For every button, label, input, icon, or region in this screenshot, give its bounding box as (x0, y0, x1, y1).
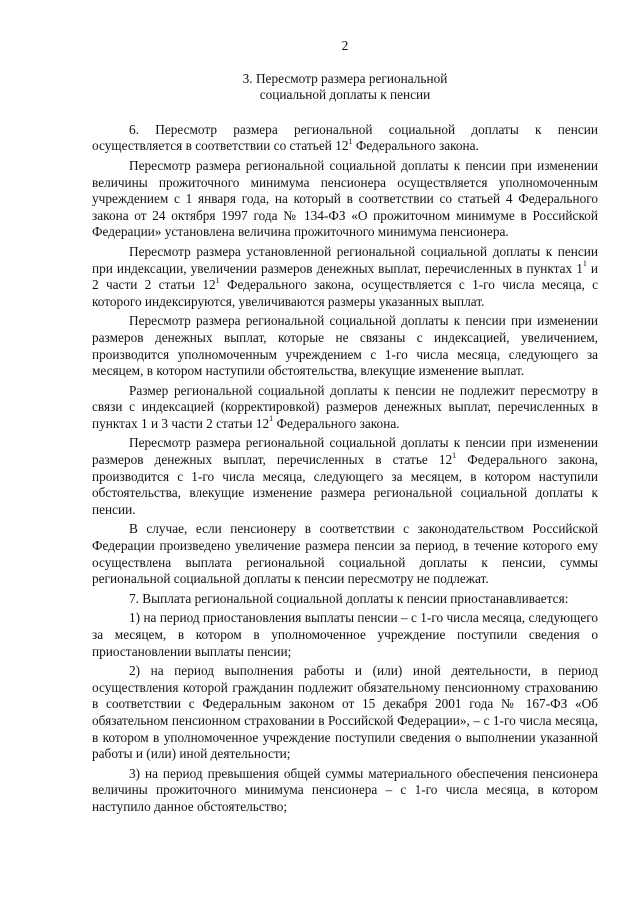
paragraph-10: 2) на период выполнения работы и (или) иной деятельности, в период осуществления которой гражданин подлежит обязательному пенсионному страхованию в соответствии с Федеральным законом от 15 декабря 2001 года № 167-ФЗ «Об обязательном пенсионном страховании в Российской Федерации», – с 1-го числа месяца, в котором в уполномоченное учреждение поступили сведения о выполнении указанной работы и (или) иной деятельности; (92, 663, 598, 762)
paragraph-8: 7. Выплата региональной социальной доплаты к пенсии приостанавливается: (129, 590, 569, 606)
page-number: 2 (341, 38, 349, 53)
paragraph-7: В случае, если пенсионеру в соответствии с законодательством Российской Федерации произведено увеличение размера пенсии за период, в течение которого ему осуществлена выплата региональной социальной доплаты к пенсии, суммы региональной социальной доплаты к пенсии пересмотру не подлежат. (92, 521, 598, 587)
section-title (92, 71, 598, 104)
paragraph-6: Пересмотр размера региональной социальной доплаты к пенсии при изменении размеров денежных выплат, перечисленных в статье $12^1$ Федерального закона, производится с 1-го числа месяца, следующего за месяцем, в котором наступили обстоятельства, влекущие изменение размера региональной социальной доплаты к пенсии. (92, 435, 598, 517)
paragraph-9: 1) на период приостановления выплаты пенсии – с 1-го числа месяца, следующего за месяцем, в котором в уполномоченное учреждение поступили сведения о приостановлении выплаты пенсии; (92, 610, 598, 659)
section-title-line-1: 3. Пересмотр размера региональной (242, 70, 448, 86)
paragraph-2: Пересмотр размера региональной социальной доплаты к пенсии при изменении величины прожиточного минимума пенсионера осуществляется уполномоченным учреждением с 1 января года, на который в соответствии со статьей 4 Федерального закона от 24 октября 1997 года № 134-ФЗ «О прожиточном минимуме в Российской Федерации» установлена величина прожиточного минимума пенсионера. (92, 157, 598, 240)
document-page (92, 38, 598, 819)
paragraph-3: Пересмотр размера установленной региональной социальной доплаты к пенсии при индексации, увеличении размеров денежных выплат, перечисленных в пунктах $1^1$ и 2 части 2 статьи $12^1$ Федерального закона, осуществляется с 1-го числа месяца, с которого индексируются, увеличиваются размеры указанных выплат. (92, 243, 599, 309)
paragraph-5: Размер региональной социальной доплаты к пенсии не подлежит пересмотру в связи с индексацией (корректировкой) размеров денежных выплат, перечисленных в пунктах 1 и 3 части 2 статьи $12^1$ Федерального закона. (92, 382, 598, 431)
paragraph-4: Пересмотр размера региональной социальной доплаты к пенсии при изменении размеров денежных выплат, которые не связаны с индексацией, увеличением, производится уполномоченным учреждением с 1-го числа месяца, следующего за месяцем, в котором наступили обстоятельства, влекущие изменение выплат. (92, 313, 598, 379)
paragraph-1: 6. Пересмотр размера региональной социальной доплаты к пенсии осуществляется в соответствии со статьей $12^1$ Федерального закона. (92, 121, 598, 154)
section-title-line-2: социальной доплаты к пенсии (259, 87, 431, 103)
paragraph-11: 3) на период превышения общей суммы материального обеспечения пенсионера величины прожиточного минимума пенсионера – с 1-го числа месяца, в котором наступило данное обстоятельство; (92, 765, 598, 814)
